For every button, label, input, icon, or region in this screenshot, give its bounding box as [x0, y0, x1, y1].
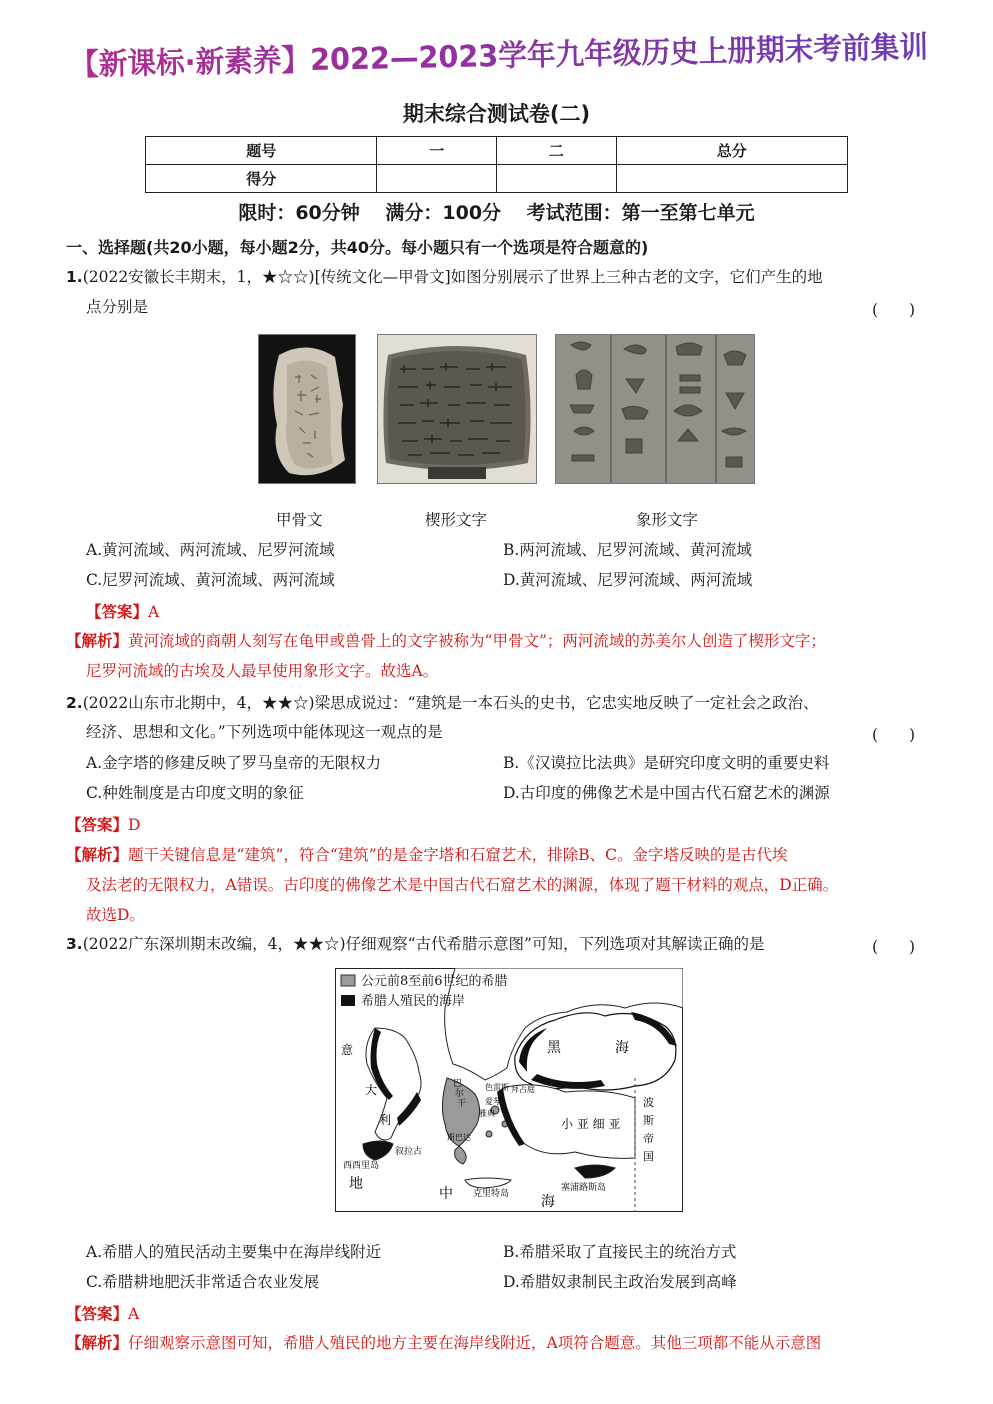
analysis-text: 题干关键信息是“建筑”，符合“建筑”的是金字塔和石窟艺术，排除B、C。金字塔反映的是古代埃 — [128, 846, 788, 864]
label-crete: 克里特岛 — [473, 1189, 510, 1199]
exam-meta: 限时：60分钟 满分：100分 考试范围：第一至第七单元 — [238, 202, 755, 224]
label-sicily: 西西里岛 — [343, 1161, 380, 1171]
label-black-sea-2: 海 — [615, 1040, 629, 1056]
q1-option-b[interactable]: B.两河流域、尼罗河流域、黄河流域 — [503, 541, 752, 559]
question-text: (2022安徽长丰期末，1，★☆☆)[传统文化—甲骨文]如图分别展示了世界上三种古老的文字，它们产生的地 — [82, 268, 823, 286]
q1-analysis-line1 — [66, 626, 826, 656]
label-syracuse: 叙拉古 — [395, 1147, 423, 1157]
question-1-line2: 点分别是 — [86, 298, 149, 316]
legend-colonies: 希腊人殖民的海岸 — [361, 994, 466, 1009]
q1-option-c[interactable]: C.尼罗河流域、黄河流域、两河流域 — [86, 571, 335, 589]
q3-answer — [66, 1302, 139, 1324]
banner-text: 【新课标·新素养】2022—2023学年九年级历史上册期末考前集训 — [69, 29, 969, 84]
section-title: 一、选择题(共20小题，每小题2分，共40分。每小题只有一个选项是符合题意的) — [66, 238, 649, 257]
q3-option-a[interactable]: A.希腊人的殖民活动主要集中在海岸线附近 — [86, 1243, 382, 1261]
q2-option-d[interactable]: D.古印度的佛像艺术是中国古代石窟艺术的渊源 — [503, 784, 830, 802]
label-sea-di: 地 — [349, 1176, 363, 1192]
label-athens: 雅典 — [479, 1109, 495, 1118]
ancient-greece-map — [335, 968, 683, 1212]
label-italy-li: 利 — [379, 1113, 392, 1127]
score-cell-part2[interactable] — [496, 165, 616, 193]
score-header-qnum: 题号 — [146, 137, 377, 165]
label-balkan-3: 干 — [457, 1099, 467, 1109]
question-number: 1. — [66, 268, 83, 286]
analysis-tag: 【解析】 — [66, 845, 129, 864]
answer-blank[interactable]: ( ) — [872, 301, 916, 319]
q1-option-a[interactable]: A.黄河流域、两河流域、尼罗河流域 — [86, 541, 335, 559]
label-black-sea-1: 黑 — [547, 1040, 561, 1056]
label-italy-yi: 意 — [341, 1043, 354, 1057]
score-cell-part1[interactable] — [377, 165, 497, 193]
q2-option-c[interactable]: C.种姓制度是古印度文明的象征 — [86, 784, 304, 802]
answer-tag: 【答案】 — [86, 602, 149, 621]
q2-option-a[interactable]: A.金字塔的修建反映了罗马皇帝的无限权力 — [86, 754, 382, 772]
q2-analysis-line3: 故选D。 — [86, 906, 145, 924]
question-3-line1 — [66, 929, 764, 959]
label-asia-minor: 小 亚 细 亚 — [561, 1117, 621, 1131]
label-persia-3: 帝 — [643, 1132, 654, 1145]
q1-analysis-line2: 尼罗河流域的古埃及人最早使用象形文字。故选A。 — [86, 662, 439, 680]
answer-blank[interactable]: ( ) — [872, 726, 916, 744]
score-cell-total[interactable] — [616, 165, 848, 193]
exam-title: 期末综合测试卷(二) — [402, 102, 591, 126]
legend-greece: 公元前8至前6世纪的希腊 — [361, 974, 508, 989]
answer-value: D — [128, 816, 141, 834]
q1-answer — [86, 600, 159, 622]
caption-cuneiform: 楔形文字 — [425, 511, 488, 529]
q3-option-b[interactable]: B.希腊采取了直接民主的统治方式 — [503, 1243, 737, 1261]
score-header-part1: 一 — [377, 137, 497, 165]
label-balkan-2: 尔 — [455, 1089, 465, 1099]
q3-option-c[interactable]: C.希腊耕地肥沃非常适合农业发展 — [86, 1273, 320, 1291]
label-persia-2: 斯 — [643, 1114, 654, 1127]
question-number: 2. — [66, 694, 83, 712]
answer-blank[interactable]: ( ) — [872, 938, 916, 956]
answer-tag: 【答案】 — [66, 815, 129, 834]
score-row-label: 得分 — [146, 165, 377, 193]
cuneiform-tablet-image — [377, 334, 537, 484]
question-2-line2: 经济、思想和文化。”下列选项中能体现这一观点的是 — [86, 723, 443, 741]
analysis-text: 黄河流域的商朝人刻写在龟甲或兽骨上的文字被称为“甲骨文”；两河流域的苏美尔人创造了楔形文字； — [128, 632, 826, 650]
analysis-tag: 【解析】 — [66, 631, 129, 650]
q3-analysis-line1 — [66, 1328, 821, 1358]
analysis-tag: 【解析】 — [66, 1333, 129, 1352]
label-cyprus: 塞浦路斯岛 — [561, 1183, 607, 1193]
hieroglyph-image — [555, 334, 755, 484]
header-banner — [69, 28, 969, 84]
q2-answer — [66, 813, 140, 835]
question-2-line1 — [66, 688, 819, 718]
label-balkan-1: 巴 — [453, 1079, 463, 1089]
label-italy-da: 大 — [365, 1083, 378, 1097]
question-number: 3. — [66, 935, 83, 953]
score-header-total: 总分 — [616, 137, 848, 165]
answer-tag: 【答案】 — [66, 1304, 129, 1323]
oracle-bone-image — [258, 334, 356, 484]
q2-analysis-line2: 及法老的无限权力，A错误。古印度的佛像艺术是中国古代石窟艺术的渊源，体现了题干材料的观点，D正确。 — [86, 876, 839, 894]
question-text: (2022山东市北期中，4，★★☆)梁思成说过：“建筑是一本石头的史书，它忠实地反映了一定社会之政治、 — [82, 694, 819, 712]
answer-value: A — [128, 1305, 140, 1323]
label-persia-4: 国 — [643, 1150, 654, 1163]
label-byzantium: 拜占庭 — [511, 1085, 535, 1094]
score-header-part2: 二 — [496, 137, 616, 165]
label-persia-1: 波 — [643, 1096, 654, 1109]
answer-value: A — [148, 603, 160, 621]
caption-hieroglyph: 象形文字 — [636, 511, 699, 529]
caption-oracle-bone: 甲骨文 — [276, 511, 323, 529]
label-sea-hai: 海 — [541, 1194, 555, 1210]
analysis-text: 仔细观察示意图可知，希腊人殖民的地方主要在海岸线附近，A项符合题意。其他三项都不能从示意图 — [128, 1334, 822, 1352]
q1-option-d[interactable]: D.黄河流域、尼罗河流域、两河流域 — [503, 571, 753, 589]
label-sparta: 斯巴达 — [447, 1133, 471, 1142]
score-table — [145, 136, 848, 193]
question-1-line1 — [66, 262, 823, 292]
q2-option-b[interactable]: B.《汉谟拉比法典》是研究印度文明的重要史料 — [503, 754, 830, 772]
label-aegean: 爱琴 — [485, 1097, 501, 1106]
label-thrace: 色雷斯 — [485, 1083, 509, 1092]
q3-option-d[interactable]: D.希腊奴隶制民主政治发展到高峰 — [503, 1273, 737, 1291]
label-sea-zhong: 中 — [439, 1186, 453, 1202]
question-text: (2022广东深圳期末改编，4，★★☆)仔细观察“古代希腊示意图”可知，下列选项对其解读正确的是 — [82, 935, 765, 953]
q2-analysis-line1 — [66, 840, 787, 870]
